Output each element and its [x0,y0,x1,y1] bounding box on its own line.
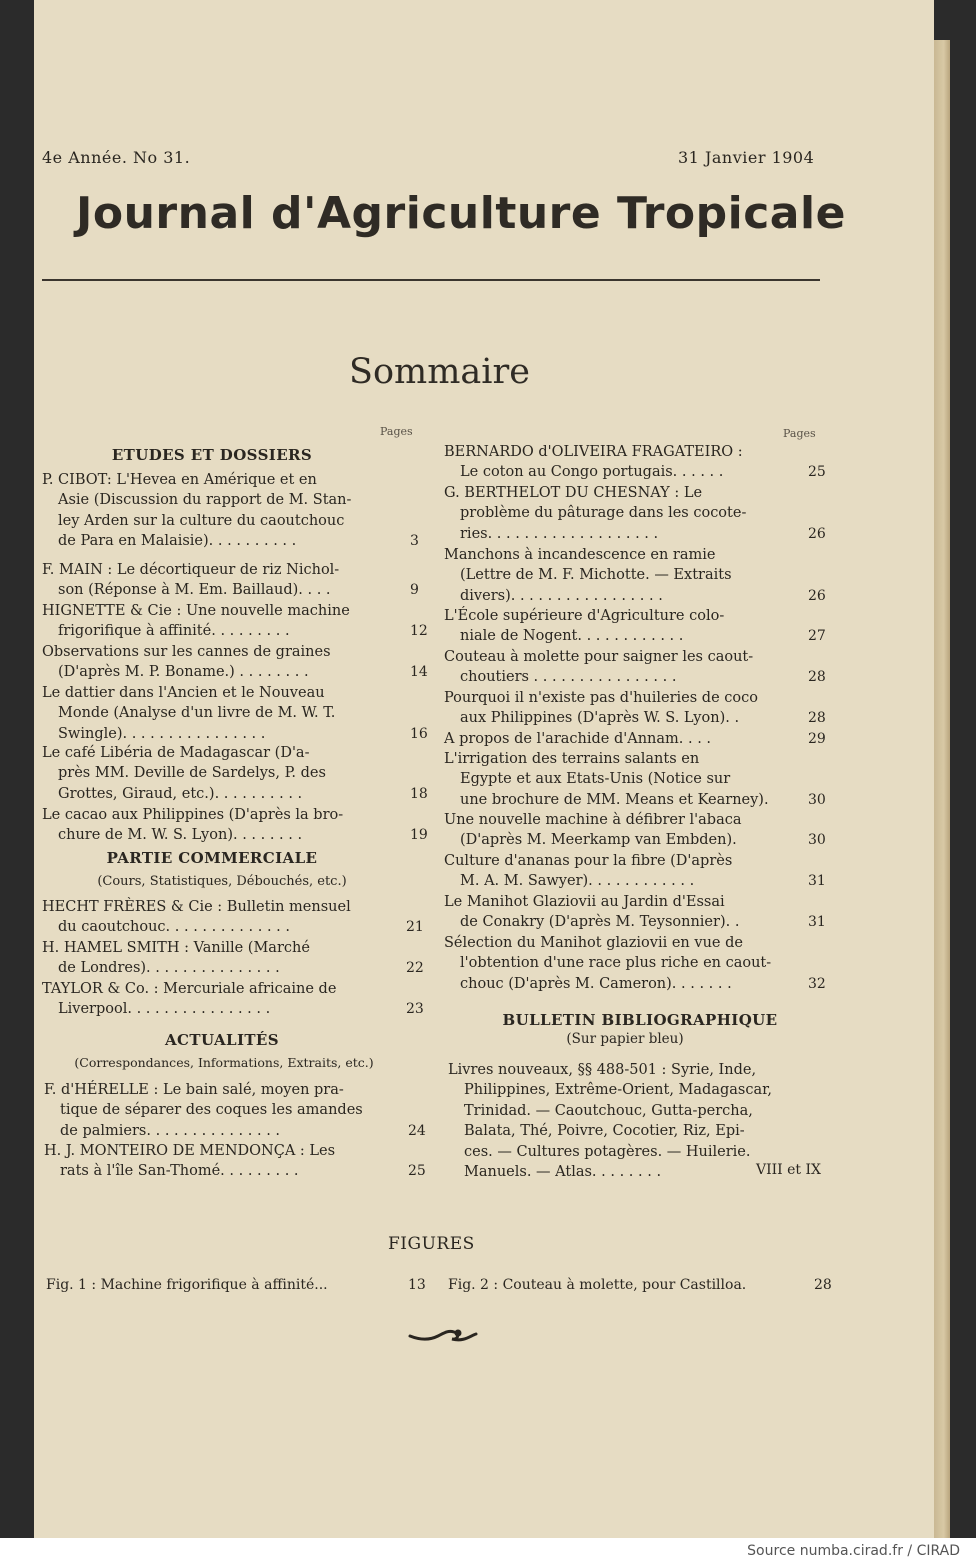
toc-entry-line: Grottes, Giraud, etc.). . . . . . . . . . [58,785,303,802]
bulletin-page: VIII et IX [756,1162,822,1178]
toc-entry-line: A propos de l'arachide d'Annam. . . . [444,731,712,747]
toc-entry-line: Le café Libéria de Madagascar (D'a- [42,745,310,761]
toc-entry-line: L'École supérieure d'Agriculture colo- [444,608,725,624]
figure-2-page: 28 [814,1277,832,1293]
toc-entry-line: (D'après M. Meerkamp van Embden). [460,832,737,849]
toc-entry-line: ries. . . . . . . . . . . . . . . . . . . [460,525,659,542]
toc-entry-page: 9 [410,582,419,599]
toc-entry-line: HIGNETTE & Cie : Une nouvelle machine [42,603,350,619]
figure-2-caption: Fig. 2 : Couteau à molette, pour Castilloa. [448,1277,747,1293]
toc-entry-page: 25 [408,1163,426,1180]
toc-entry-line: Observations sur les cannes de graines [42,644,331,660]
toc-entry-line: BERNARDO d'OLIVEIRA FRAGATEIRO : [444,444,743,460]
toc-entry-line: F. d'HÉRELLE : Le bain salé, moyen pra- [44,1082,344,1098]
toc-entry-line: G. BERTHELOT DU CHESNAY : Le [444,485,703,501]
toc-entry-line: l'obtention d'une race plus riche en caout- [460,955,772,972]
bulletin-line: Trinidad. — Caoutchouc, Gutta-percha, [464,1102,753,1119]
scan-left-border [0,0,34,1566]
toc-entry-line: problème du pâturage dans les cocote- [460,505,747,522]
toc-entry-line: une brochure de MM. Means et Kearney). [460,791,769,808]
toc-entry-line: (Lettre de M. F. Michotte. — Extraits [460,567,732,584]
toc-entry-line: du caoutchouc. . . . . . . . . . . . . . [58,919,290,936]
bulletin-line: ces. — Cultures potagères. — Huilerie. [464,1143,751,1160]
toc-entry-page: 3 [410,533,419,550]
toc-entry-line: chure de M. W. S. Lyon). . . . . . . . [58,827,303,844]
toc-entry-line: H. J. MONTEIRO DE MENDONÇA : Les [44,1143,336,1159]
toc-entry-line: F. MAIN : Le décortiqueur de riz Nichol- [42,562,340,578]
toc-entry-line: chouc (D'après M. Cameron). . . . . . . [460,975,732,992]
toc-entry-line: Asie (Discussion du rapport de M. Stan- [58,492,352,509]
toc-entry-page: 30 [808,791,826,808]
toc-entry-line: Pourquoi il n'existe pas d'huileries de coco [444,690,758,706]
toc-entry-line: H. HAMEL SMITH : Vanille (Marché [42,940,310,956]
issue-date: 31 Janvier 1904 [678,148,815,167]
toc-entry-line: Couteau à molette pour saigner les caout- [444,649,754,665]
toc-entry-line: tique de séparer des coques les amandes [60,1102,363,1119]
issue-number: 4e Année. No 31. [42,148,191,167]
toc-entry-line: Manchons à incandescence en ramie [444,547,716,563]
toc-entry-page: 24 [408,1122,426,1139]
toc-entry-line: P. CIBOT: L'Hevea en Amérique et en [42,472,317,488]
toc-entry-line: choutiers . . . . . . . . . . . . . . . . [460,669,677,686]
toc-entry-line: Le dattier dans l'Ancien et le Nouveau [42,685,325,701]
toc-entry-page: 30 [808,832,826,849]
toc-entry-page: 29 [808,731,826,747]
toc-entry-line: de Londres). . . . . . . . . . . . . . . [58,960,280,977]
toc-entry-line: M. A. M. Sawyer). . . . . . . . . . . . [460,873,695,890]
fleuron-ornament [408,1324,478,1346]
toc-entry-page: 31 [808,914,826,931]
toc-entry-line: Monde (Analyse d'un livre de M. W. T. [58,705,336,722]
toc-entry-page: 21 [406,919,424,936]
toc-entry-page: 25 [808,464,826,481]
toc-entry-page: 12 [410,623,428,640]
sommaire-heading: Sommaire [349,352,530,392]
toc-entry-page: 26 [808,587,826,604]
toc-entry-page: 27 [808,628,826,645]
bulletin-line: Manuels. — Atlas. . . . . . . . [464,1164,662,1180]
figures-heading: FIGURES [388,1234,475,1254]
section-etudes-heading: ETUDES ET DOSSIERS [111,446,313,464]
page-edge-stack [934,40,950,1538]
toc-entry-line: Une nouvelle machine à défibrer l'abaca [444,812,742,828]
toc-entry-line: niale de Nogent. . . . . . . . . . . . [460,628,684,645]
toc-entry-line: Sélection du Manihot glaziovii en vue de [444,935,743,951]
bulletin-heading: BULLETIN BIBLIOGRAPHIQUE [502,1011,778,1029]
bulletin-line: Balata, Thé, Poivre, Cocotier, Riz, Epi- [464,1123,745,1140]
toc-entry-line: près MM. Deville de Sardelys, P. des [58,765,326,782]
toc-entry-line: Culture d'ananas pour la fibre (D'après [444,853,733,869]
toc-entry-line: Le cacao aux Philippines (D'après la bro- [42,807,344,823]
figure-1-page: 13 [408,1277,426,1293]
bulletin-line: Livres nouveaux, §§ 488-501 : Syrie, Inde, [448,1062,757,1078]
toc-entry-line: de Para en Malaisie). . . . . . . . . . [58,533,297,550]
toc-entry-line: rats à l'île San-Thomé. . . . . . . . . [60,1163,299,1180]
toc-entry-page: 19 [410,827,428,844]
bulletin-subheading: (Sur papier bleu) [566,1031,684,1047]
toc-entry-page: 22 [406,960,424,977]
toc-entry-page: 14 [410,664,428,681]
pages-label-right: Pages [783,427,816,440]
toc-entry-page: 16 [410,725,428,742]
toc-entry-line: frigorifique à affinité. . . . . . . . . [58,623,290,640]
toc-entry-page: 32 [808,975,826,992]
figure-1-caption: Fig. 1 : Machine frigorifique à affinité... [46,1277,328,1293]
toc-entry-line: son (Réponse à M. Em. Baillaud). . . . [58,582,331,599]
bulletin-line: Philippines, Extrême-Orient, Madagascar, [464,1082,773,1099]
toc-entry-line: (D'après M. P. Boname.) . . . . . . . . [58,664,309,681]
toc-entry-page: 26 [808,525,826,542]
toc-entry-line: L'irrigation des terrains salants en [444,751,700,767]
toc-entry-page: 28 [808,710,826,727]
source-credit: Source numba.cirad.fr / CIRAD [747,1543,960,1559]
toc-entry-line: Le Manihot Glaziovii au Jardin d'Essai [444,894,725,910]
toc-entry-line: de palmiers. . . . . . . . . . . . . . . [60,1122,281,1139]
toc-entry-line: TAYLOR & Co. : Mercuriale africaine de [42,981,337,997]
section-commerciale-subheading: (Cours, Statistiques, Débouchés, etc.) [97,874,347,889]
source-footer [0,1538,976,1566]
toc-entry-page: 31 [808,873,826,890]
toc-entry-line: Egypte et aux Etats-Unis (Notice sur [460,771,731,788]
toc-entry-page: 28 [808,669,826,686]
toc-entry-line: de Conakry (D'après M. Teysonnier). . [460,914,740,931]
toc-entry-page: 18 [410,785,428,802]
toc-entry-line: divers). . . . . . . . . . . . . . . . . [460,587,663,604]
pages-label-left: Pages [380,425,413,438]
section-commerciale-heading: PARTIE COMMERCIALE [106,849,318,867]
toc-entry-line: Liverpool. . . . . . . . . . . . . . . . [58,1001,271,1018]
toc-entry-page: 23 [406,1001,424,1018]
toc-entry-line: HECHT FRÈRES & Cie : Bulletin mensuel [42,899,351,915]
toc-entry-line: aux Philippines (D'après W. S. Lyon). . [460,710,740,727]
toc-entry-line: Le coton au Congo portugais. . . . . . [460,464,724,481]
toc-entry-line: ley Arden sur la culture du caoutchouc [58,512,345,529]
section-actualites-heading: ACTUALITÉS [165,1031,279,1049]
journal-title: Journal d'Agriculture Tropicale [76,188,846,239]
title-rule [42,279,820,281]
toc-entry-line: Swingle). . . . . . . . . . . . . . . . [58,725,266,742]
section-actualites-subheading: (Correspondances, Informations, Extraits, etc.) [74,1055,374,1070]
